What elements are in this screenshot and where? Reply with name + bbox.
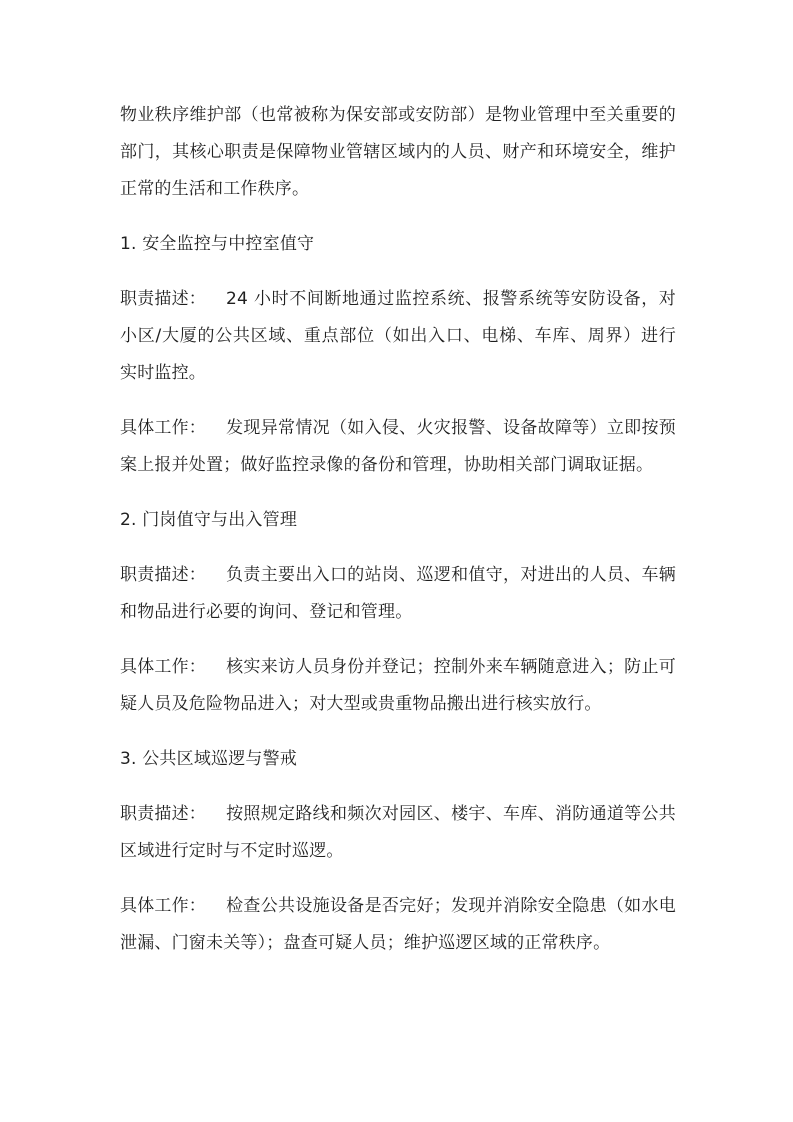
duty-description-label: 职责描述： xyxy=(120,804,206,824)
specific-work-label: 具体工作： xyxy=(120,657,206,677)
section-title: 3. 公共区域巡逻与警戒 xyxy=(120,749,298,769)
duty-description-text: 负责主要出入口的站岗、巡逻和值守，对进出的人员、车辆和物品进行必要的询问、登记和管理。 xyxy=(120,565,676,622)
duty-description xyxy=(120,557,676,631)
duty-description-text: 按照规定路线和频次对园区、楼宇、车库、消防通道等公共区域进行定时与不定时巡逻。 xyxy=(120,804,676,861)
specific-work-label: 具体工作： xyxy=(120,418,206,438)
duty-description-text: 24 小时不间断地通过监控系统、报警系统等安防设备，对小区/大厦的公共区域、重点部位（如出入口、电梯、车库、周界）进行实时监控。 xyxy=(120,289,676,383)
specific-work-text: 检查公共设施设备是否完好；发现并消除安全隐患（如水电泄漏、门窗未关等）；盘查可疑人员；维护巡逻区域的正常秩序。 xyxy=(120,896,676,953)
specific-work xyxy=(120,410,676,484)
section-monitoring xyxy=(120,226,676,484)
specific-work xyxy=(120,649,676,723)
section-title: 2. 门岗值守与出入管理 xyxy=(120,510,298,530)
document-page xyxy=(120,97,676,980)
duty-description xyxy=(120,281,676,392)
specific-work-text: 核实来访人员身份并登记；控制外来车辆随意进入；防止可疑人员及危险物品进入；对大型或贵重物品搬出进行核实放行。 xyxy=(120,657,676,714)
section-gate-duty xyxy=(120,502,676,723)
duty-description-label: 职责描述： xyxy=(120,289,206,309)
specific-work-text: 发现异常情况（如入侵、火灾报警、设备故障等）立即按预案上报并处置；做好监控录像的备份和管理，协助相关部门调取证据。 xyxy=(120,418,676,475)
intro-paragraph: 物业秩序维护部（也常被称为保安部或安防部）是物业管理中至关重要的部门，其核心职责是保障物业管辖区域内的人员、财产和环境安全，维护正常的生活和工作秩序。 xyxy=(120,105,676,199)
duty-description-label: 职责描述： xyxy=(120,565,206,585)
section-patrol xyxy=(120,741,676,962)
specific-work xyxy=(120,888,676,962)
section-title: 1. 安全监控与中控室值守 xyxy=(120,234,315,254)
specific-work-label: 具体工作： xyxy=(120,896,206,916)
duty-description xyxy=(120,796,676,870)
